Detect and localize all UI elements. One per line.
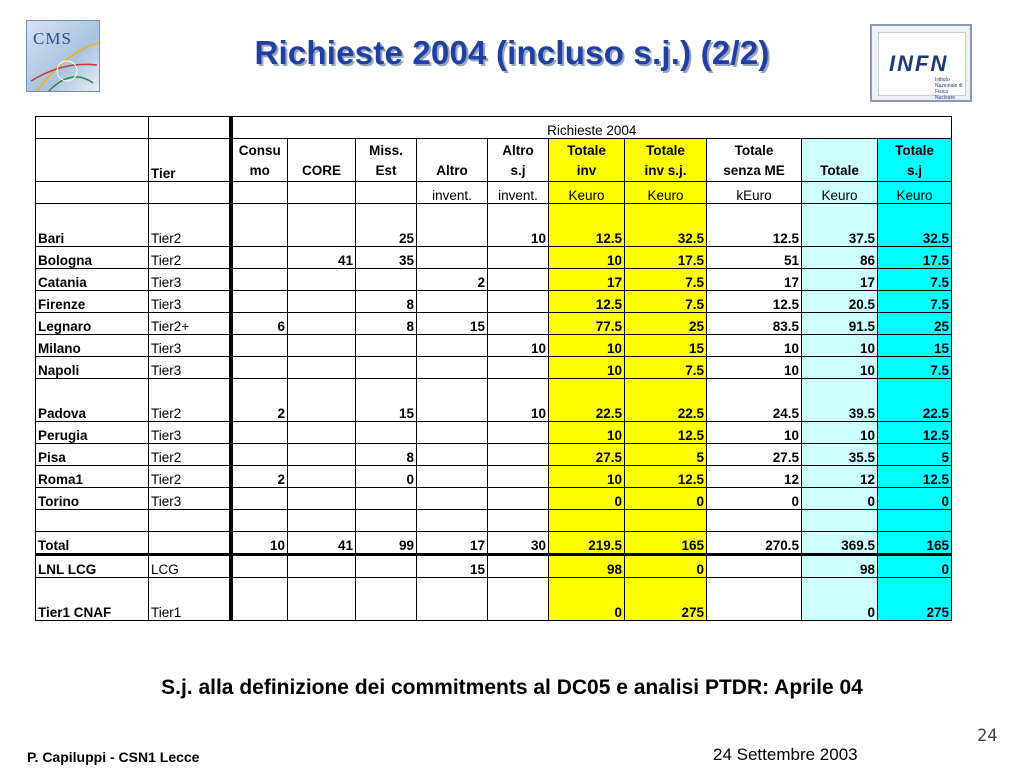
value-cell: 12.5	[625, 422, 707, 444]
column-header-line2: Altro	[436, 163, 468, 178]
column-header-line1: Miss.	[369, 143, 403, 158]
value-cell: 0	[356, 466, 417, 488]
value-cell: 12.5	[549, 291, 625, 313]
value-cell: 165	[625, 532, 707, 555]
value-cell: 10	[549, 335, 625, 357]
value-cell	[356, 357, 417, 379]
value-cell	[231, 335, 288, 357]
value-cell: 10	[549, 422, 625, 444]
value-cell	[707, 555, 802, 578]
table-row	[36, 466, 952, 488]
value-cell: 15	[417, 313, 488, 335]
value-cell	[288, 488, 356, 510]
column-header-line2: CORE	[301, 163, 341, 178]
unit-cell	[231, 182, 288, 204]
value-cell	[417, 335, 488, 357]
author-label: P. Capiluppi - CSN1 Lecce	[27, 749, 200, 765]
blank-cell	[625, 510, 707, 532]
blank-cell	[231, 510, 288, 532]
column-header-line2: inv s.j.	[644, 163, 687, 178]
unit-cell: Keuro	[878, 182, 952, 204]
value-cell: 12.5	[707, 291, 802, 313]
blank-cell	[488, 510, 549, 532]
site-name: Torino	[36, 488, 149, 510]
value-cell: 0	[707, 488, 802, 510]
blank-cell	[288, 510, 356, 532]
unit-cell	[288, 182, 356, 204]
value-cell	[231, 578, 288, 621]
column-header-line1: Totale	[895, 143, 934, 158]
tier-value: Tier3	[149, 357, 231, 379]
value-cell: 98	[802, 555, 878, 578]
value-cell	[417, 444, 488, 466]
table-row	[36, 247, 952, 269]
infn-logo-subtext: Istituto Nazionale di Fisica Nucleare	[935, 77, 963, 101]
column-header-line1: Totale	[646, 143, 685, 158]
value-cell: 17.5	[625, 247, 707, 269]
unit-cell: kEuro	[707, 182, 802, 204]
extra-row	[36, 578, 952, 621]
requests-table	[35, 116, 952, 621]
value-cell	[288, 291, 356, 313]
value-cell: 35.5	[802, 444, 878, 466]
value-cell: 12	[802, 466, 878, 488]
value-cell: 10	[231, 532, 288, 555]
site-name: Total	[36, 532, 149, 555]
column-header	[356, 139, 417, 182]
value-cell: 7.5	[625, 357, 707, 379]
date-label: 24 Settembre 2003	[713, 745, 858, 764]
tier-value: Tier3	[149, 291, 231, 313]
value-cell: 0	[549, 488, 625, 510]
value-cell: 10	[802, 357, 878, 379]
unit-cell: Keuro	[549, 182, 625, 204]
unit-cell: Keuro	[625, 182, 707, 204]
value-cell: 17.5	[878, 247, 952, 269]
site-name: Bologna	[36, 247, 149, 269]
column-header-line2: inv	[576, 163, 597, 178]
value-cell: 77.5	[549, 313, 625, 335]
value-cell: 8	[356, 291, 417, 313]
value-cell: 27.5	[707, 444, 802, 466]
value-cell: 15	[356, 379, 417, 422]
value-cell	[417, 204, 488, 247]
value-cell: 0	[878, 555, 952, 578]
value-cell: 51	[707, 247, 802, 269]
blank-cell	[802, 510, 878, 532]
blank-cell	[149, 510, 231, 532]
value-cell	[417, 466, 488, 488]
footnote: S.j. alla definizione dei commitments al DC05 e analisi PTDR: Aprile 04	[161, 676, 863, 699]
blank-cell	[707, 510, 802, 532]
site-name: Milano	[36, 335, 149, 357]
value-cell: 99	[356, 532, 417, 555]
value-cell	[417, 247, 488, 269]
total-row	[36, 532, 952, 555]
site-name: Padova	[36, 379, 149, 422]
value-cell: 7.5	[878, 291, 952, 313]
value-cell: 219.5	[549, 532, 625, 555]
header-row-group	[36, 117, 952, 139]
table-body	[36, 117, 952, 621]
blank-cell	[549, 510, 625, 532]
value-cell	[231, 488, 288, 510]
value-cell: 10	[707, 357, 802, 379]
table-row-spacer	[36, 510, 952, 532]
value-cell	[488, 269, 549, 291]
tier-value: Tier2+	[149, 313, 231, 335]
value-cell: 17	[417, 532, 488, 555]
table-row	[36, 269, 952, 291]
value-cell: 22.5	[549, 379, 625, 422]
value-cell	[288, 335, 356, 357]
value-cell	[231, 247, 288, 269]
value-cell: 8	[356, 444, 417, 466]
value-cell: 12.5	[707, 204, 802, 247]
value-cell: 0	[625, 488, 707, 510]
table-row	[36, 335, 952, 357]
value-cell: 8	[356, 313, 417, 335]
tier-value: Tier2	[149, 247, 231, 269]
column-header-line1: Totale	[734, 143, 774, 158]
extra-row	[36, 555, 952, 578]
tier-value: Tier2	[149, 379, 231, 422]
table-row	[36, 357, 952, 379]
table-row	[36, 422, 952, 444]
value-cell: 24.5	[707, 379, 802, 422]
value-cell: 7.5	[625, 291, 707, 313]
value-cell: 10	[549, 247, 625, 269]
value-cell: 25	[356, 204, 417, 247]
value-cell	[356, 422, 417, 444]
value-cell	[231, 269, 288, 291]
tier-value	[149, 532, 231, 555]
value-cell	[231, 422, 288, 444]
blank-cell	[36, 510, 149, 532]
cms-logo-text: CMS	[33, 29, 72, 48]
value-cell: 165	[878, 532, 952, 555]
value-cell: 30	[488, 532, 549, 555]
site-name: Perugia	[36, 422, 149, 444]
table-row	[36, 379, 952, 422]
value-cell	[488, 555, 549, 578]
units-site-blank	[36, 182, 149, 204]
slide-title: Richieste 2004 (incluso s.j.) (2/2)	[254, 34, 770, 71]
value-cell: 25	[625, 313, 707, 335]
value-cell: 7.5	[625, 269, 707, 291]
value-cell: 10	[802, 422, 878, 444]
column-header-line2: s.j	[906, 163, 922, 178]
value-cell: 10	[707, 335, 802, 357]
value-cell: 39.5	[802, 379, 878, 422]
value-cell: 275	[625, 578, 707, 621]
column-header-line2: senza ME	[723, 163, 785, 178]
value-cell: 10	[488, 335, 549, 357]
value-cell: 41	[288, 532, 356, 555]
tier-header: Tier	[149, 139, 231, 182]
table-row	[36, 291, 952, 313]
value-cell	[231, 555, 288, 578]
value-cell	[288, 444, 356, 466]
table-row	[36, 204, 952, 247]
value-cell	[356, 488, 417, 510]
value-cell: 6	[231, 313, 288, 335]
value-cell: 15	[625, 335, 707, 357]
value-cell: 91.5	[802, 313, 878, 335]
value-cell: 41	[288, 247, 356, 269]
value-cell	[417, 357, 488, 379]
column-header	[288, 139, 356, 182]
column-header	[488, 139, 549, 182]
page-number: 24	[977, 726, 998, 746]
value-cell	[417, 488, 488, 510]
value-cell: 12.5	[549, 204, 625, 247]
units-tier-blank	[149, 182, 231, 204]
value-cell	[488, 422, 549, 444]
infn-logo	[870, 24, 972, 102]
value-cell: 12.5	[878, 422, 952, 444]
site-name: Pisa	[36, 444, 149, 466]
value-cell	[288, 379, 356, 422]
tier-value: LCG	[149, 555, 231, 578]
value-cell	[356, 269, 417, 291]
value-cell: 2	[231, 466, 288, 488]
value-cell	[356, 578, 417, 621]
value-cell: 10	[707, 422, 802, 444]
unit-cell	[356, 182, 417, 204]
value-cell: 37.5	[802, 204, 878, 247]
value-cell: 10	[549, 357, 625, 379]
value-cell: 86	[802, 247, 878, 269]
tier-value: Tier1	[149, 578, 231, 621]
column-header-line2: s.j	[510, 163, 526, 178]
column-header	[549, 139, 625, 182]
value-cell: 369.5	[802, 532, 878, 555]
site-name: Napoli	[36, 357, 149, 379]
value-cell: 10	[488, 379, 549, 422]
blank-cell	[356, 510, 417, 532]
value-cell: 275	[878, 578, 952, 621]
unit-cell: invent.	[417, 182, 488, 204]
value-cell: 7.5	[878, 269, 952, 291]
table-row	[36, 488, 952, 510]
value-cell: 270.5	[707, 532, 802, 555]
value-cell	[231, 204, 288, 247]
value-cell: 20.5	[802, 291, 878, 313]
value-cell: 17	[707, 269, 802, 291]
value-cell	[488, 578, 549, 621]
header-row-units	[36, 182, 952, 204]
value-cell	[288, 313, 356, 335]
value-cell: 22.5	[625, 379, 707, 422]
value-cell	[288, 269, 356, 291]
value-cell: 98	[549, 555, 625, 578]
column-header-line1: Consu	[238, 143, 281, 158]
value-cell: 27.5	[549, 444, 625, 466]
column-header	[625, 139, 707, 182]
value-cell	[288, 578, 356, 621]
tier-value: Tier3	[149, 335, 231, 357]
value-cell	[288, 466, 356, 488]
header-tier-cell	[149, 117, 231, 139]
column-header	[231, 139, 288, 182]
blank-cell	[417, 510, 488, 532]
value-cell	[231, 444, 288, 466]
value-cell	[417, 379, 488, 422]
value-cell	[488, 488, 549, 510]
value-cell: 25	[878, 313, 952, 335]
infn-logo-text: INFN	[889, 51, 949, 76]
value-cell: 35	[356, 247, 417, 269]
value-cell	[488, 357, 549, 379]
column-header-line2: mo	[249, 163, 270, 178]
unit-cell: Keuro	[802, 182, 878, 204]
value-cell	[488, 466, 549, 488]
value-cell: 12	[707, 466, 802, 488]
column-header-line1: Totale	[567, 143, 606, 158]
site-name: LNL LCG	[36, 555, 149, 578]
value-cell: 15	[417, 555, 488, 578]
value-cell: 5	[625, 444, 707, 466]
value-cell: 17	[549, 269, 625, 291]
value-cell	[488, 247, 549, 269]
header-site-blank	[36, 139, 149, 182]
value-cell: 32.5	[878, 204, 952, 247]
value-cell: 12.5	[878, 466, 952, 488]
column-header	[802, 139, 878, 182]
value-cell: 10	[802, 335, 878, 357]
column-header-line1: Altro	[502, 143, 534, 158]
site-name: Roma1	[36, 466, 149, 488]
value-cell	[288, 357, 356, 379]
value-cell	[288, 422, 356, 444]
value-cell: 15	[878, 335, 952, 357]
site-name: Legnaro	[36, 313, 149, 335]
blank-cell	[878, 510, 952, 532]
value-cell: 83.5	[707, 313, 802, 335]
value-cell	[417, 422, 488, 444]
value-cell: 22.5	[878, 379, 952, 422]
value-cell	[288, 555, 356, 578]
site-name: Tier1 CNAF	[36, 578, 149, 621]
value-cell	[231, 291, 288, 313]
site-name: Firenze	[36, 291, 149, 313]
tier-value: Tier2	[149, 204, 231, 247]
value-cell: 12.5	[625, 466, 707, 488]
value-cell	[488, 444, 549, 466]
site-name: Catania	[36, 269, 149, 291]
value-cell: 0	[549, 578, 625, 621]
value-cell: 2	[231, 379, 288, 422]
value-cell: 0	[802, 488, 878, 510]
value-cell	[356, 555, 417, 578]
value-cell: 10	[488, 204, 549, 247]
tier-value: Tier3	[149, 269, 231, 291]
tier-value: Tier2	[149, 444, 231, 466]
value-cell	[417, 578, 488, 621]
column-header	[707, 139, 802, 182]
value-cell	[488, 291, 549, 313]
value-cell: 10	[549, 466, 625, 488]
value-cell	[417, 291, 488, 313]
header-row-columns	[36, 139, 952, 182]
column-header-line2: Totale	[820, 163, 859, 178]
tier-value: Tier2	[149, 466, 231, 488]
value-cell: 5	[878, 444, 952, 466]
tier-value: Tier3	[149, 488, 231, 510]
column-header	[878, 139, 952, 182]
site-name: Bari	[36, 204, 149, 247]
tier-value: Tier3	[149, 422, 231, 444]
value-cell: 7.5	[878, 357, 952, 379]
unit-cell: invent.	[488, 182, 549, 204]
header-site-cell	[36, 117, 149, 139]
value-cell: 17	[802, 269, 878, 291]
column-header-line2: Est	[375, 163, 397, 178]
value-cell	[707, 578, 802, 621]
table-row	[36, 444, 952, 466]
value-cell: 2	[417, 269, 488, 291]
value-cell	[231, 357, 288, 379]
table-row	[36, 313, 952, 335]
value-cell: 0	[878, 488, 952, 510]
value-cell	[488, 313, 549, 335]
value-cell: 0	[625, 555, 707, 578]
column-header	[417, 139, 488, 182]
group-header: Richieste 2004	[231, 117, 952, 139]
value-cell	[356, 335, 417, 357]
value-cell: 0	[802, 578, 878, 621]
value-cell	[288, 204, 356, 247]
value-cell: 32.5	[625, 204, 707, 247]
